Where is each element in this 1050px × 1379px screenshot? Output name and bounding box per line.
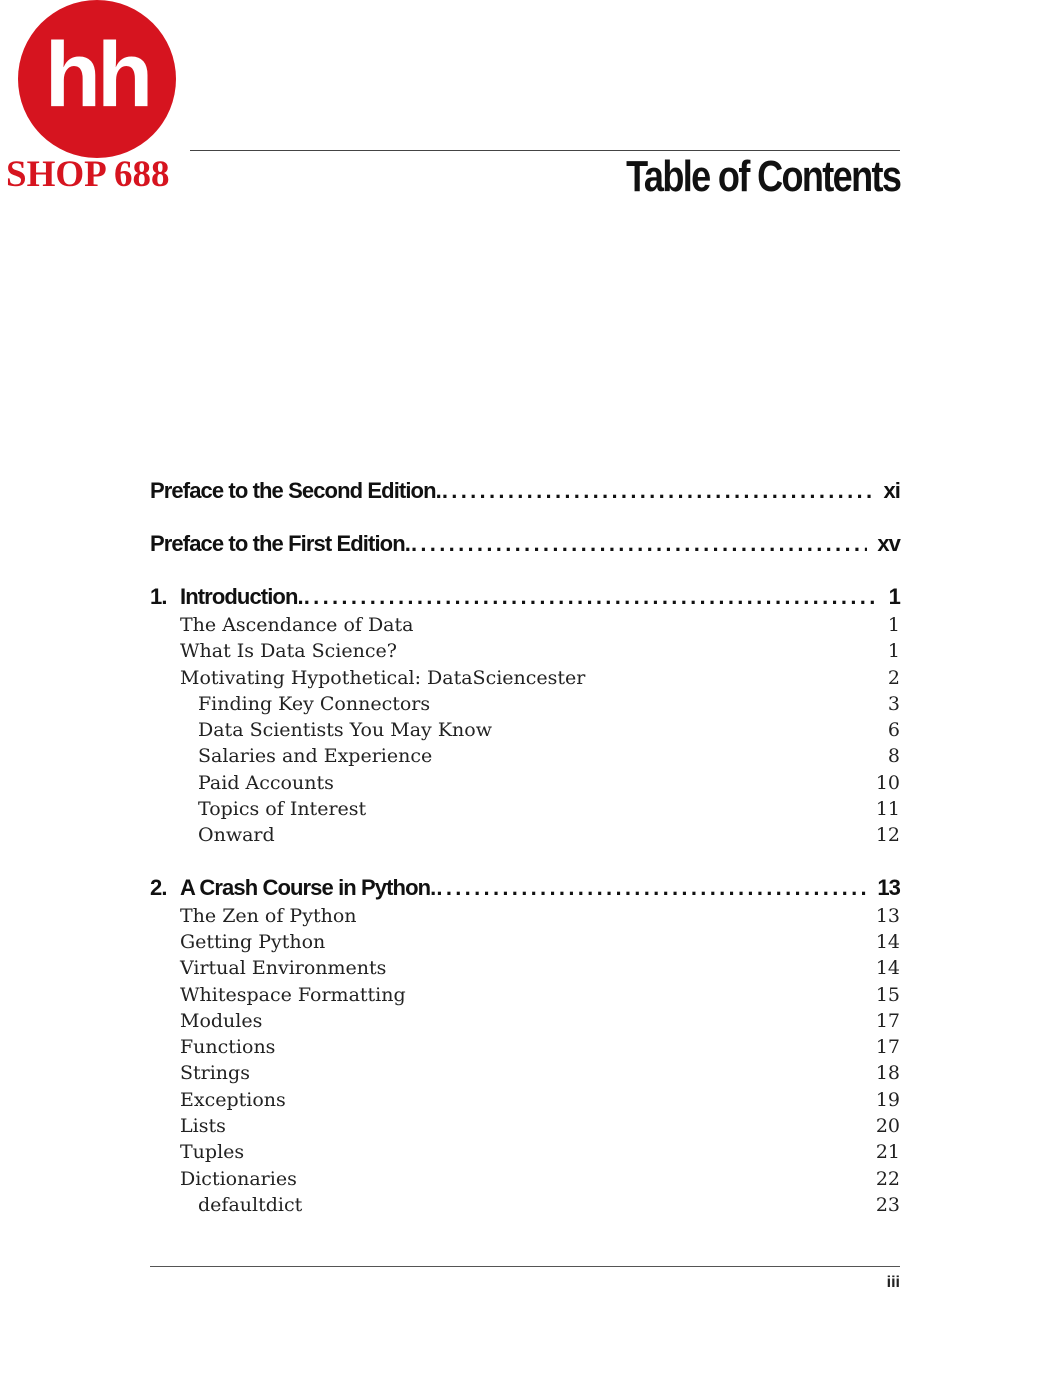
toc-chapter-2[interactable] xyxy=(150,873,900,903)
section-page: 14 xyxy=(875,957,900,980)
section-page: 2 xyxy=(887,666,900,689)
toc-section[interactable] xyxy=(150,903,900,929)
dot-leader xyxy=(304,582,879,612)
section-title: Strings xyxy=(180,1062,250,1085)
table-of-contents xyxy=(150,476,900,1218)
section-page: 17 xyxy=(875,1009,900,1032)
dot-leader xyxy=(436,873,867,903)
chapter-page: 1 xyxy=(888,584,900,609)
toc-section[interactable] xyxy=(150,1034,900,1060)
toc-section[interactable] xyxy=(150,1166,900,1192)
shop-logo xyxy=(18,0,176,158)
toc-section[interactable] xyxy=(150,612,900,638)
toc-section[interactable] xyxy=(150,1060,900,1086)
shop-logo-text: hh xyxy=(44,24,150,126)
toc-subsection[interactable] xyxy=(150,796,900,822)
toc-section[interactable] xyxy=(150,982,900,1008)
toc-subsection[interactable] xyxy=(150,1192,900,1218)
section-page: 6 xyxy=(887,719,900,742)
toc-section[interactable] xyxy=(150,1113,900,1139)
chapter-number: 2. xyxy=(150,874,167,900)
section-title: Modules xyxy=(180,1009,263,1032)
section-title: Onward xyxy=(198,824,275,847)
section-page: 13 xyxy=(875,904,900,927)
toc-section[interactable] xyxy=(150,638,900,664)
section-title: What Is Data Science? xyxy=(180,640,397,663)
section-title: Getting Python xyxy=(180,930,326,953)
section-page: 14 xyxy=(875,930,900,953)
section-page: 15 xyxy=(875,983,900,1006)
section-title: Salaries and Experience xyxy=(198,745,433,768)
toc-entry-page: xi xyxy=(883,478,900,503)
section-title: The Ascendance of Data xyxy=(180,614,414,636)
section-title: Exceptions xyxy=(180,1088,286,1111)
section-title: Paid Accounts xyxy=(198,771,334,794)
section-page: 12 xyxy=(875,824,900,847)
toc-section[interactable] xyxy=(150,1008,900,1034)
toc-entry-preface-second[interactable] xyxy=(150,476,900,506)
toc-entry-preface-first[interactable] xyxy=(150,529,900,559)
section-title: Tuples xyxy=(180,1141,245,1164)
toc-subsection[interactable] xyxy=(150,717,900,743)
toc-section[interactable] xyxy=(150,929,900,955)
section-page: 18 xyxy=(875,1062,900,1085)
section-page: 11 xyxy=(875,798,900,821)
footer-rule xyxy=(150,1266,900,1267)
chapter-page: 13 xyxy=(877,874,900,900)
dot-leader xyxy=(411,529,867,559)
section-page: 23 xyxy=(875,1193,900,1216)
toc-subsection[interactable] xyxy=(150,822,900,848)
dot-leader xyxy=(442,476,874,506)
header-rule xyxy=(190,150,900,151)
section-title: defaultdict xyxy=(198,1193,303,1216)
section-page: 17 xyxy=(875,1036,900,1059)
section-title: Functions xyxy=(180,1036,276,1059)
shop-name: SHOP 688 xyxy=(6,154,170,195)
toc-section[interactable] xyxy=(150,1087,900,1113)
section-page: 1 xyxy=(887,614,900,636)
section-page: 20 xyxy=(875,1115,900,1138)
toc-subsection[interactable] xyxy=(150,743,900,769)
chapter-title: A Crash Course in Python. xyxy=(180,874,436,900)
section-title: Motivating Hypothetical: DataSciencester xyxy=(180,666,586,689)
toc-subsection[interactable] xyxy=(150,770,900,796)
toc-section[interactable] xyxy=(150,1139,900,1165)
section-title: The Zen of Python xyxy=(180,904,357,927)
toc-section[interactable] xyxy=(150,955,900,981)
section-page: 10 xyxy=(875,771,900,794)
section-title: Data Scientists You May Know xyxy=(198,719,492,742)
chapter-number: 1. xyxy=(150,584,167,609)
page-title: Table of Contents xyxy=(625,152,900,201)
section-title: Topics of Interest xyxy=(198,798,367,821)
toc-chapter-1[interactable] xyxy=(150,582,900,612)
toc-entry-title: Preface to the First Edition. xyxy=(150,531,410,556)
section-page: 3 xyxy=(887,692,900,715)
toc-section[interactable] xyxy=(150,665,900,691)
chapter-title: Introduction. xyxy=(180,584,303,609)
section-page: 1 xyxy=(887,640,900,663)
section-title: Lists xyxy=(180,1115,226,1138)
toc-entry-title: Preface to the Second Edition. xyxy=(150,478,441,503)
section-title: Finding Key Connectors xyxy=(198,692,431,715)
toc-entry-page: xv xyxy=(877,531,900,556)
section-page: 8 xyxy=(887,745,900,768)
section-page: 21 xyxy=(875,1141,900,1164)
page-number: iii xyxy=(886,1274,900,1291)
section-title: Dictionaries xyxy=(180,1167,297,1190)
section-page: 19 xyxy=(875,1088,900,1111)
toc-subsection[interactable] xyxy=(150,691,900,717)
section-title: Virtual Environments xyxy=(180,957,387,980)
section-title: Whitespace Formatting xyxy=(180,983,406,1006)
section-page: 22 xyxy=(875,1167,900,1190)
